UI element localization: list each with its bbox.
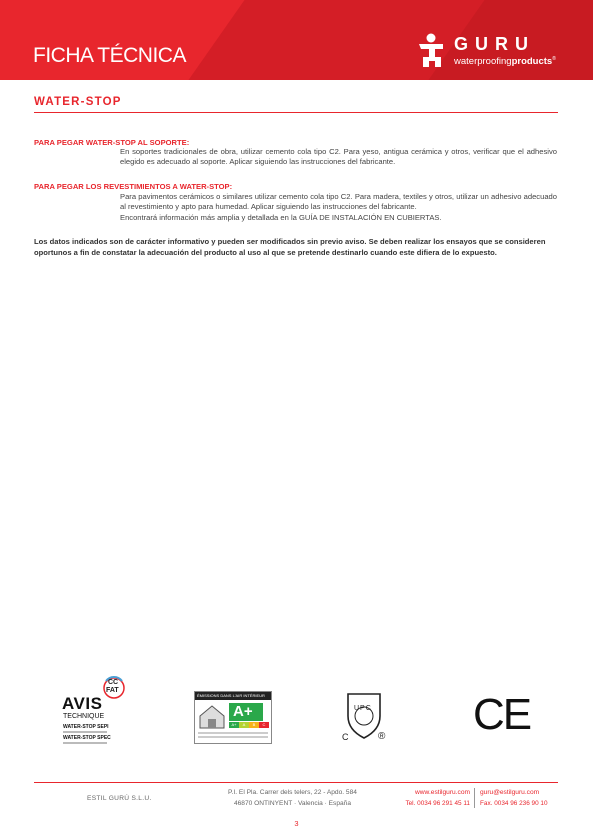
footer-address <box>215 788 370 809</box>
avis-badge-top: CC <box>108 679 119 686</box>
avis-badge-bottom: FAT <box>106 687 119 694</box>
footer-company: ESTIL GURÚ S.L.U. <box>87 795 152 802</box>
logo-tagline-bold: products <box>511 56 553 67</box>
emissions-label <box>194 691 272 744</box>
block-heading-revestimientos: PARA PEGAR LOS REVESTIMIENTOS A WATER-STOP: <box>34 182 233 191</box>
avis-sub: TECHNIQUE <box>63 713 105 720</box>
upc-c: C <box>342 732 349 742</box>
emissions-fineprint-1 <box>198 732 268 734</box>
emissions-scale-c: C <box>259 722 269 728</box>
disclaimer-note: Los datos indicados son de carácter informativo y pueden ser modificados sin previo aviso. Se deben realizar los ensayos que se consideren oportunos a fin de constatar la adecuación del producto al uso al que se pretende destinarlo cuando este difiera de lo expuesto. <box>34 237 546 257</box>
footer-separator <box>474 788 475 808</box>
emissions-scale-a: A <box>239 722 249 728</box>
footer-web-block <box>390 788 470 809</box>
emissions-grade: A+ <box>233 703 253 720</box>
footer-fax: Fax. 0034 96 236 90 10 <box>480 799 548 807</box>
guru-logo <box>418 32 560 72</box>
block-text-revestimientos: Para pavimentos cerámicos o similares utilizar cemento cola tipo C2. Para madera, textiles y otros, utilizar un adhesivo adecuado al revestimiento y apto para humedad. Aplicar siguiendo las instrucciones del fabricante. <box>120 192 557 212</box>
block-text-guia: Encontrará información más amplia y detallada en la GUÍA DE INSTALACIÓN EN CUBIERTAS. <box>120 213 442 222</box>
upc-text: UPC <box>354 705 372 712</box>
emissions-scale-a-plus: A+ <box>229 722 239 728</box>
block-heading-soporte: PARA PEGAR WATER-STOP AL SOPORTE: <box>34 138 190 147</box>
footer-email-block <box>480 788 560 809</box>
emissions-title: ÉMISSIONS DANS L'AIR INTÉRIEUR <box>197 693 265 698</box>
house-icon <box>198 703 226 729</box>
upc-mark <box>338 690 390 746</box>
emissions-title-bar <box>195 692 271 700</box>
page-title: FICHA TÉCNICA <box>33 44 186 67</box>
section-title: WATER-STOP <box>34 96 122 108</box>
footer-address-line1: P.I. El Pla. Carrer dels telers, 22 - Apdo. 584 <box>228 789 357 796</box>
logo-brand: GURU <box>454 34 535 54</box>
avis-line1-detail <box>63 731 107 733</box>
logo-tagline-normal: waterproofing <box>454 56 512 67</box>
ce-mark <box>473 690 533 740</box>
emissions-scale-b: B <box>249 722 259 728</box>
footer-address-line2: 46870 ONTINYENT · Valencia · España <box>233 799 352 807</box>
footer-divider <box>34 782 558 783</box>
logo-tagline <box>454 56 556 67</box>
logo-registered-mark: ® <box>552 56 556 62</box>
avis-line1: WATER-STOP SEPI <box>63 724 109 730</box>
emissions-grade-box <box>229 703 263 721</box>
emissions-fineprint-2 <box>198 736 268 738</box>
avis-line2: WATER-STOP SPEC <box>63 735 111 741</box>
avis-name: AVIS <box>62 694 103 713</box>
emissions-scale <box>229 722 269 728</box>
block-text-soporte: En soportes tradicionales de obra, utilizar cemento cola tipo C2. Para yeso, antigua cerámica y otros, verificar que el adhesivo elegido es adecuado al soporte. Aplicar siguiendo las instrucciones del fabricante. <box>120 147 557 167</box>
ce-text: CE <box>473 690 531 739</box>
page-number: 3 <box>294 819 299 828</box>
footer-web-link[interactable]: www.estilguru.com <box>415 789 470 796</box>
section-divider <box>34 112 558 113</box>
upc-registered: ® <box>378 731 386 742</box>
avis-line2-detail <box>63 742 107 744</box>
footer-tel: Tel. 0034 96 291 45 11 <box>405 799 470 807</box>
avis-technique-logo <box>62 676 132 748</box>
guru-figure-icon <box>418 32 444 70</box>
footer-email-link[interactable]: guru@estilguru.com <box>480 789 540 796</box>
